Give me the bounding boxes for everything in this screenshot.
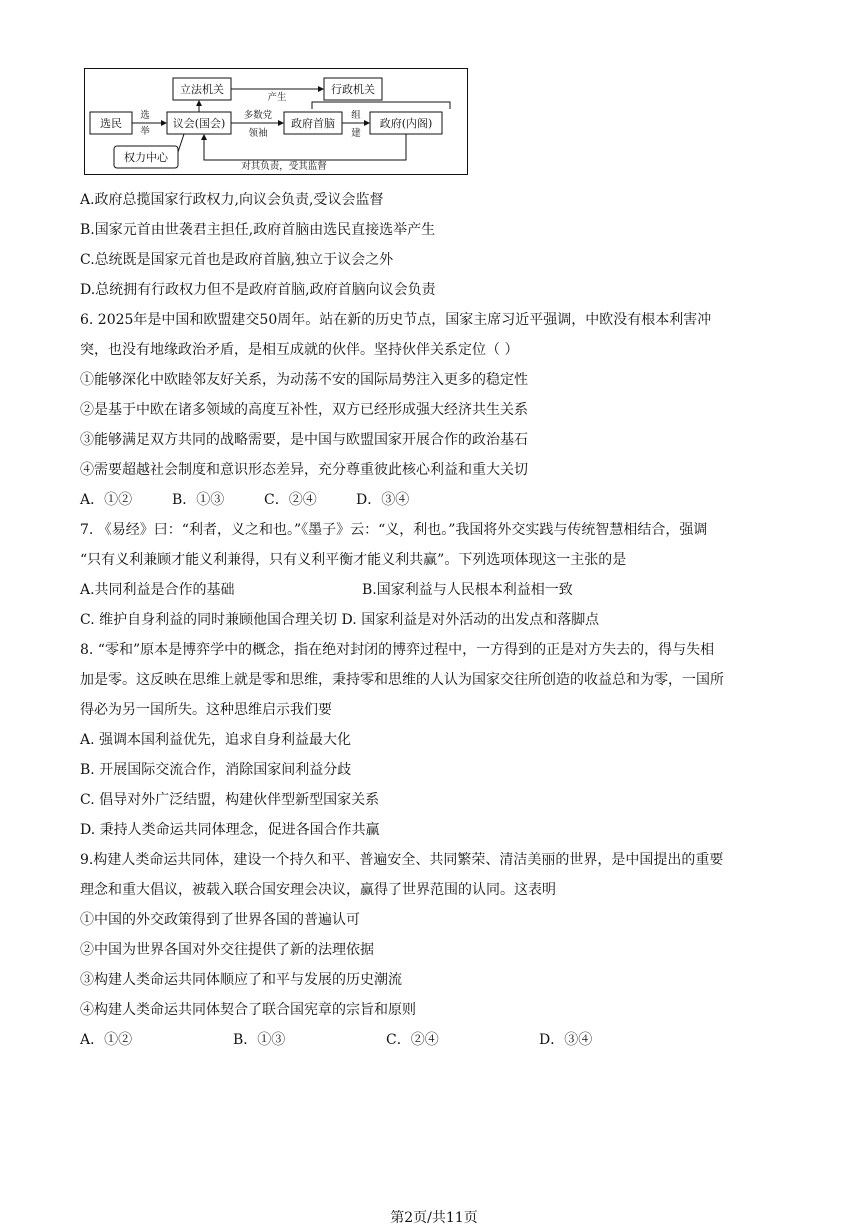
political-system-diagram xyxy=(84,68,468,175)
q9-stem-line-2: 理念和重大倡议，被载入联合国安理会决议，赢得了世界范围的认同。这表明 xyxy=(80,882,556,898)
q9-item-4: ④构建人类命运共同体契合了联合国宪章的宗旨和原则 xyxy=(80,1002,416,1018)
q8-stem-line-1: 8. “零和”原本是博弈学中的概念，指在绝对封闭的博弈过程中，一方得到的正是对方失去的，得与失相 xyxy=(80,642,715,658)
q9-option-a: A．①② xyxy=(80,1032,133,1048)
q7-option-a: A.共同利益是合作的基础 xyxy=(80,582,235,598)
q8-option-b: B. 开展国际交流合作，消除国家间利益分歧 xyxy=(80,762,352,778)
node-parliament: 议会(国会) xyxy=(172,117,226,130)
q9-stem-line-1: 9.构建人类命运共同体，建设一个持久和平、普遍安全、共同繁荣、清洁美丽的世界，是中国提出的重要 xyxy=(80,852,724,868)
q8-stem-line-2: 加是零。这反映在思维上就是零和思维，秉持零和思维的人认为国家交往所创造的收益总和为零，一国所 xyxy=(80,672,724,688)
q6-stem-line-1: 6. 2025年是中国和欧盟建交50周年。站在新的历史节点，国家主席习近平强调，中欧没有根本利害冲 xyxy=(80,312,712,328)
node-power-center: 权力中心 xyxy=(124,151,168,164)
q7-options-ab xyxy=(80,581,780,599)
q5-option-b: B.国家元首由世袭君主担任,政府首脑由选民直接选举产生 xyxy=(80,222,436,238)
q6-option-a: A．①② xyxy=(80,492,133,508)
q9-options xyxy=(80,1031,780,1049)
edge-elect-2: 举 xyxy=(140,126,150,137)
q6-option-c: C．②④ xyxy=(264,492,317,508)
edge-form-1: 组 xyxy=(351,110,361,121)
q6-option-b: B．①③ xyxy=(172,492,225,508)
q6-item-1: ①能够深化中欧睦邻友好关系，为动荡不安的国际局势注入更多的稳定性 xyxy=(80,372,528,388)
q5-option-c: C.总统既是国家元首也是政府首脑,独立于议会之外 xyxy=(80,252,394,268)
q6-option-d: D．③④ xyxy=(356,492,410,508)
q5-option-d: D.总统拥有行政权力但不是政府首脑,政府首脑向议会负责 xyxy=(80,282,436,298)
edge-elect-1: 选 xyxy=(140,110,150,121)
q7-option-b: B.国家利益与人民根本利益相一致 xyxy=(362,582,573,598)
q9-option-c: C．②④ xyxy=(386,1032,439,1048)
q5-option-a: A.政府总揽国家行政权力,向议会负责,受议会监督 xyxy=(80,192,384,208)
q6-item-2: ②是基于中欧在诸多领域的高度互补性，双方已经形成强大经济共生关系 xyxy=(80,402,528,418)
q8-option-a: A. 强调本国利益优先，追求自身利益最大化 xyxy=(80,732,352,748)
node-executive: 行政机关 xyxy=(331,83,375,96)
edge-leader: 领袖 xyxy=(248,128,268,139)
diagram-svg xyxy=(84,68,468,175)
q8-option-c: C. 倡导对外广泛结盟，构建伙伴型新型国家关系 xyxy=(80,792,380,808)
q6-item-3: ③能够满足双方共同的战略需要，是中国与欧盟国家开展合作的政治基石 xyxy=(80,432,528,448)
q7-stem-line-2: “只有义利兼顾才能义利兼得，只有义利平衡才能义利共赢”。下列选项体现这一主张的是 xyxy=(80,552,627,568)
edge-majority-party: 多数党 xyxy=(243,110,273,121)
q9-item-1: ①中国的外交政策得到了世界各国的普遍认可 xyxy=(80,912,360,928)
q6-stem-line-2: 突，也没有地缘政治矛盾，是相互成就的伙伴。坚持伙伴关系定位（ ） xyxy=(80,342,519,358)
q9-option-d: D．③④ xyxy=(539,1032,593,1048)
edge-responsible: 对其负责，受其监督 xyxy=(241,161,327,172)
node-cabinet: 政府(内阁) xyxy=(379,117,433,130)
q8-stem-line-3: 得必为另一国所失。这种思维启示我们要 xyxy=(80,702,332,718)
q9-item-2: ②中国为世界各国对外交往提供了新的法理依据 xyxy=(80,942,374,958)
page-number-footer: 第2页/共11页 xyxy=(390,1210,478,1226)
q9-item-3: ③构建人类命运共同体顺应了和平与发展的历史潮流 xyxy=(80,972,402,988)
node-head-of-government: 政府首脑 xyxy=(291,117,335,130)
q6-options xyxy=(80,491,780,509)
edge-produce: 产生 xyxy=(267,92,287,103)
q9-option-b: B．①③ xyxy=(233,1032,286,1048)
edge-form-2: 建 xyxy=(351,128,361,139)
node-voters: 选民 xyxy=(100,117,122,130)
node-legislature: 立法机关 xyxy=(180,83,224,96)
q8-option-d: D. 秉持人类命运共同体理念，促进各国合作共赢 xyxy=(80,822,380,838)
q6-item-4: ④需要超越社会制度和意识形态差异，充分尊重彼此核心利益和重大关切 xyxy=(80,462,528,478)
q7-stem-line-1: 7. 《易经》曰：“利者，义之和也。”《墨子》云：“义，利也。”我国将外交实践与传统智慧相结合，强调 xyxy=(80,522,708,538)
q7-options-cd: C. 维护自身利益的同时兼顾他国合理关切 D. 国家利益是对外活动的出发点和落脚点 xyxy=(80,612,600,628)
